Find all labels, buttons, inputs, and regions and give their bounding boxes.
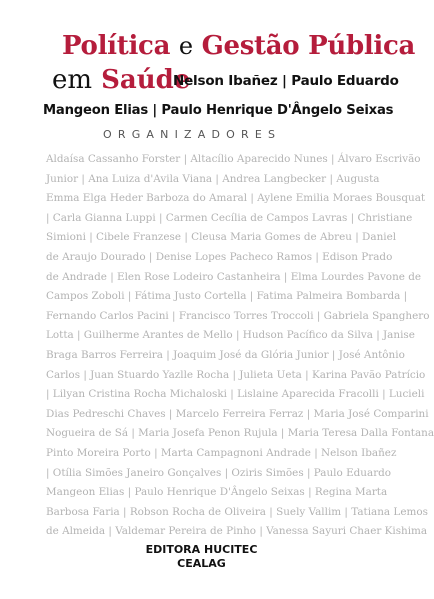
contributors-line: de Araujo Dourado | Denise Lopes Pacheco Ramos | Edison Prado	[46, 250, 393, 263]
contributors-line: Braga Barros Ferreira | Joaquim José da Glória Junior | José Antônio	[46, 348, 405, 361]
contributors-line: Barbosa Faria | Robson Rocha de Oliveira | Suely Vallim | Tatiana Lemos	[46, 505, 428, 518]
title-part2: Gestão Pública	[201, 31, 416, 61]
contributors-line: Dias Pedreschi Chaves | Marcelo Ferreira Ferraz | Maria José Comparini	[46, 407, 429, 420]
contributors-line: | Otília Simões Janeiro Gonçalves | Oziris Simões | Paulo Eduardo	[46, 466, 392, 479]
publisher-imprint: CEALAG	[177, 557, 226, 570]
contributors-line: Junior | Ana Luiza d'Avila Viana | Andrea Langbecker | Augusta	[46, 172, 380, 185]
contributors-line: Emma Elga Heder Barboza do Amaral | Aylene Emilia Moraes Bousquat	[46, 192, 426, 205]
title-conjunction: e	[178, 32, 193, 60]
title-prefix: em	[52, 65, 93, 95]
book-title-line1	[62, 30, 416, 62]
contributors-line: de Almeida | Valdemar Pereira de Pinho | Vanessa Sayuri Chaer Kishima	[46, 525, 428, 538]
contributors-line: Simioni | Cibele Franzese | Cleusa Maria Gomes de Abreu | Daniel	[46, 231, 397, 244]
contributors-line: Lotta | Guilherme Arantes de Mello | Hudson Pacífico da Silva | Janise	[46, 329, 415, 342]
organizers-role-label: ORGANIZADORES	[103, 128, 282, 141]
publisher-name: EDITORA HUCITEC	[145, 543, 258, 556]
publisher-block	[0, 543, 403, 571]
contributors-line: de Andrade | Elen Rose Lodeiro Castanheira | Elma Lourdes Pavone de	[46, 270, 422, 283]
title-part3: Saúde	[101, 65, 191, 95]
contributors-line: Nogueira de Sá | Maria Josefa Penon Rujula | Maria Teresa Dalla Fontana	[46, 427, 434, 440]
contributors-line: | Carla Gianna Luppi | Carmen Cecília de Campos Lavras | Christiane	[46, 211, 413, 224]
organizers-line2: Mangeon Elias | Paulo Henrique D'Ângelo Seixas	[43, 103, 394, 118]
contributors-line: Mangeon Elias | Paulo Henrique D'Ângelo Seixas | Regina Marta	[46, 486, 388, 499]
title-part1: Política	[62, 31, 171, 61]
contributors-line: Carlos | Juan Stuardo Yazlle Rocha | Julieta Ueta | Karina Pavão Patrício	[46, 368, 426, 381]
contributors-line: Fernando Carlos Pacini | Francisco Torres Troccoli | Gabriela Spanghero	[46, 309, 430, 322]
contributors-line: | Lilyan Cristina Rocha Michaloski | Lislaine Aparecida Fracolli | Lucieli	[46, 388, 425, 401]
contributors-list	[46, 150, 434, 542]
contributors-line: Pinto Moreira Porto | Marta Campagnoni Andrade | Nelson Ibañez	[46, 446, 397, 459]
contributors-line: Aldaísa Cassanho Forster | Altacílio Aparecido Nunes | Álvaro Escrivão	[46, 153, 421, 165]
contributors-line: Campos Zoboli | Fátima Justo Cortella | Fatima Palmeira Bombarda |	[46, 290, 408, 303]
organizers-line1: Nelson Ibañez | Paulo Eduardo	[173, 73, 399, 89]
